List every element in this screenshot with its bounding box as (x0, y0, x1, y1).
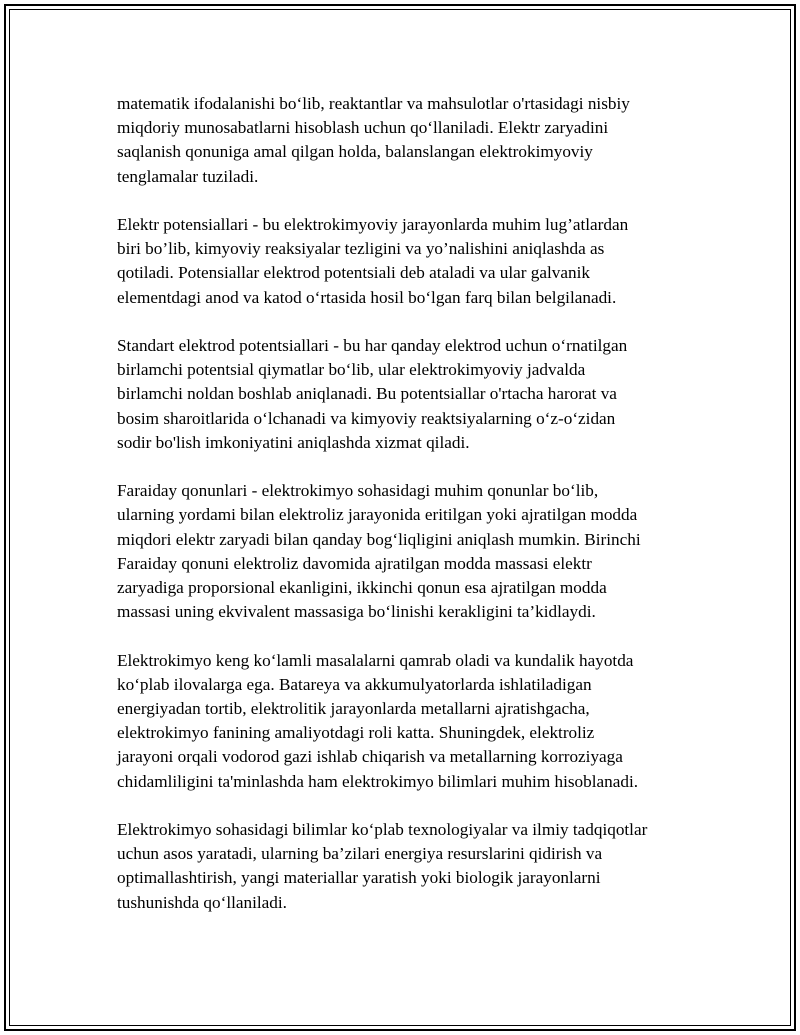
text-line: birlamchi noldan boshlab aniqlanadi. Bu potentsiallar o'rtacha harorat va (117, 384, 617, 404)
text-line: miqdoriy munosabatlarni hisoblash uchun qo‘llaniladi. Elektr zaryadini (117, 118, 609, 138)
text-line: qotiladi. Potensiallar elektrod potentsiali deb ataladi va ular galvanik (117, 263, 590, 283)
text-line: Elektr potensiallari - bu elektrokimyoviy jarayonlarda muhim lug’atlardan (117, 215, 629, 234)
text-line: uchun asos yaratadi, ularning ba’zilari energiya resurslarini qidirish va (117, 844, 603, 864)
text-line: ko‘plab ilovalarga ega. Batareya va akkumulyatorlarda ishlatiladigan (117, 674, 592, 694)
paragraph-3 (117, 334, 707, 455)
text-line: Elektrokimyo sohasidagi bilimlar ko‘plab texnologiyalar va ilmiy tadqiqotlar (117, 820, 648, 840)
text-line: Elektrokimyo keng ko‘lamli masalalarni qamrab oladi va kundalik hayotda (117, 650, 634, 670)
text-line: chidamliligini ta'minlashda ham elektrokimyo bilimlari muhim hisoblanadi. (117, 771, 639, 791)
text-line: jarayoni orqali vodorod gazi ishlab chiqarish va metallarning korroziyaga (117, 747, 623, 767)
paragraph-4 (117, 479, 707, 624)
text-line: elementdagi anod va katod o‘rtasida hosil bo‘lgan farq bilan belgilanadi. (117, 287, 617, 307)
text-line: tenglamalar tuziladi. (117, 166, 259, 186)
text-line: Standart elektrod potentsiallari - bu har qanday elektrod uchun o‘rnatilgan (117, 336, 628, 355)
paragraph-1 (117, 92, 707, 189)
text-line: matematik ifodalanishi bo‘lib, reaktantlar va mahsulotlar o'rtasidagi nisbiy (117, 94, 630, 113)
text-line: energiyadan tortib, elektrolitik jarayonlarda metallarni ajratishgacha, (117, 699, 590, 719)
text-line: optimallashtirish, yangi materiallar yaratish yoki biologik jarayonlarni (117, 868, 601, 888)
text-line: zaryadiga proporsional ekanligini, ikkinchi qonun esa ajratilgan modda (117, 578, 607, 598)
document-body (117, 92, 707, 939)
text-line: biri bo’lib, kimyoviy reaksiyalar tezligini va yo’nalishini aniqlashda as (117, 239, 605, 259)
paragraph-2 (117, 213, 707, 310)
text-line: Faraiday qonuni elektroliz davomida ajratilgan modda massasi elektr (117, 553, 592, 573)
text-line: sodir bo'lish imkoniyatini aniqlashda xizmat qiladi. (117, 432, 470, 452)
text-line: saqlanish qonuniga amal qilgan holda, balanslangan elektrokimyoviy (117, 142, 593, 162)
text-line: tushunishda qo‘llaniladi. (117, 892, 287, 912)
text-line: Faraiday qonunlari - elektrokimyo sohasidagi muhim qonunlar bo‘lib, (117, 481, 599, 501)
text-line: elektrokimyo fanining amaliyotdagi roli katta. Shuningdek, elektroliz (117, 723, 595, 743)
paragraph-6 (117, 818, 707, 915)
text-line: bosim sharoitlarida o‘lchanadi va kimyoviy reaktsiyalarning o‘z-o‘zidan (117, 408, 616, 428)
text-line: massasi uning ekvivalent massasiga bo‘linishi kerakligini ta’kidlaydi. (117, 602, 596, 622)
text-line: birlamchi potentsial qiymatlar bo‘lib, ular elektrokimyoviy jadvalda (117, 360, 586, 380)
text-line: miqdori elektr zaryadi bilan qanday bog‘liqligini aniqlash mumkin. Birinchi (117, 529, 641, 549)
text-line: ularning yordami bilan elektroliz jarayonida eritilgan yoki ajratilgan modda (117, 505, 638, 525)
paragraph-5 (117, 649, 707, 794)
